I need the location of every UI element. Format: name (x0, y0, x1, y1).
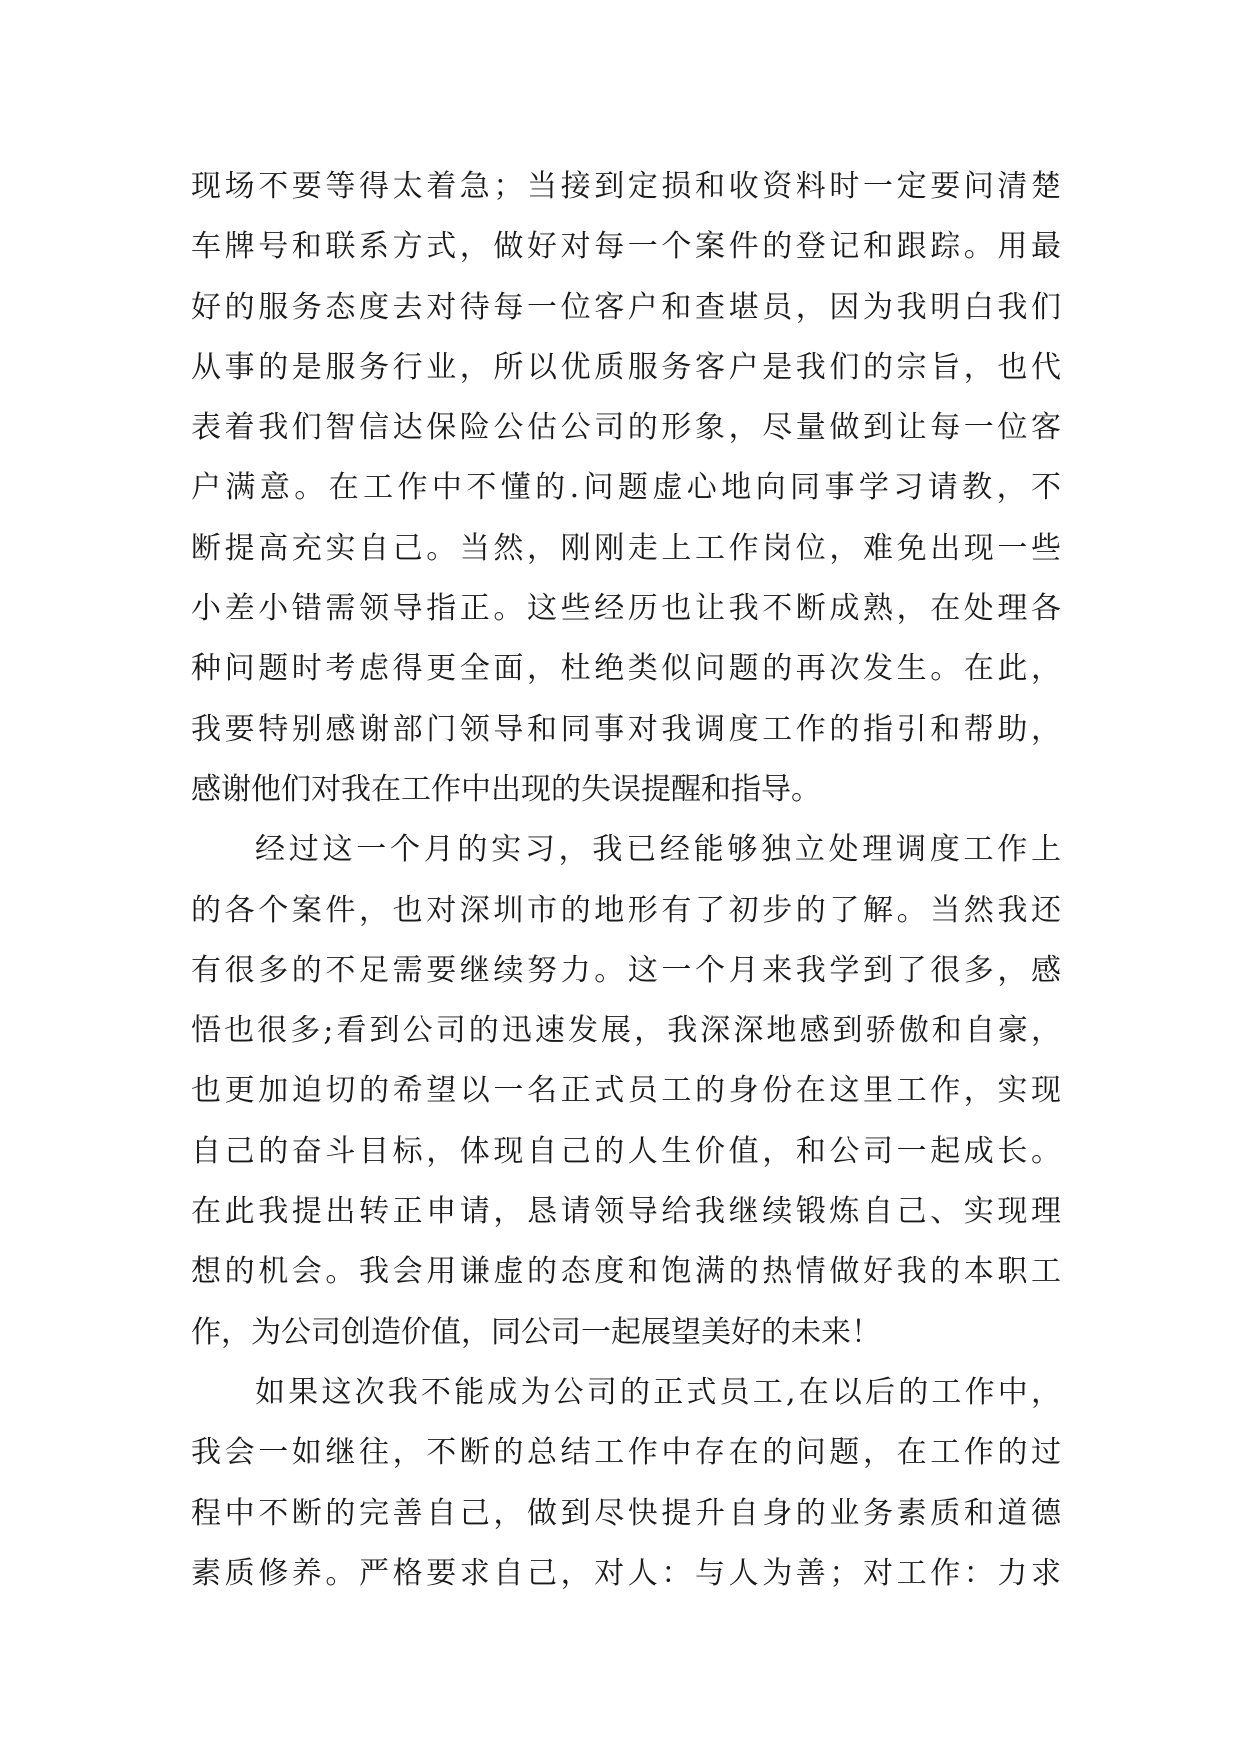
text-line: 素质修养。严格要求自己，对人：与人为善；对工作：力求 (191, 1555, 1061, 1591)
text-line: 断提高充实自己。当然，刚刚走上工作岗位，难免出现一些 (191, 530, 1061, 566)
text-line: 自己的奋斗目标，体现自己的人生价值，和公司一起成长。 (191, 1133, 1061, 1169)
paragraph (191, 157, 1061, 820)
text-line: 我要特别感谢部门领导和同事对我调度工作的指引和帮助， (191, 711, 1061, 747)
text-line: 作，为公司创造价值，同公司一起展望美好的未来！ (191, 1314, 881, 1350)
text-line: 如果这次我不能成为公司的正式员工,在以后的工作中， (255, 1374, 1061, 1410)
text-line: 悟也很多;看到公司的迅速发展，我深深地感到骄傲和自豪， (191, 1013, 1061, 1049)
text-line: 户满意。在工作中不懂的.问题虚心地向同事学习请教，不 (191, 470, 1061, 506)
text-line: 表着我们智信达保险公估公司的形象，尽量做到让每一位客 (191, 410, 1061, 446)
text-line: 我会一如继往，不断的总结工作中存在的问题，在工作的过 (191, 1435, 1061, 1471)
text-line: 感谢他们对我在工作中出现的失误提醒和指导。 (191, 771, 821, 807)
text-line: 也更加迫切的希望以一名正式员工的身份在这里工作，实现 (191, 1073, 1061, 1109)
text-line: 经过这一个月的实习，我已经能够独立处理调度工作上 (255, 832, 1061, 868)
text-line: 小差小错需领导指正。这些经历也让我不断成熟，在处理各 (191, 591, 1061, 627)
text-line: 在此我提出转正申请，恳请领导给我继续锻炼自己、实现理 (191, 1194, 1061, 1230)
text-line: 现场不要等得太着急；当接到定损和收资料时一定要问清楚 (191, 169, 1061, 204)
document-body (191, 157, 1061, 1604)
text-line: 程中不断的完善自己，做到尽快提升自身的业务素质和道德 (191, 1495, 1061, 1531)
text-line: 种问题时考虑得更全面，杜绝类似问题的再次发生。在此， (191, 651, 1061, 687)
text-line: 的各个案件，也对深圳市的地形有了初步的了解。当然我还 (191, 892, 1061, 928)
paragraph (191, 1363, 1061, 1604)
text-line: 想的机会。我会用谦虚的态度和饱满的热情做好我的本职工 (191, 1254, 1061, 1290)
text-line: 有很多的不足需要继续努力。这一个月来我学到了很多，感 (191, 952, 1061, 988)
text-line: 车牌号和联系方式，做好对每一个案件的登记和跟踪。用最 (191, 229, 1061, 265)
text-line: 好的服务态度去对待每一位客户和查堪员，因为我明白我们 (191, 289, 1061, 325)
text-line: 从事的是服务行业，所以优质服务客户是我们的宗旨，也代 (191, 349, 1061, 385)
paragraph (191, 820, 1061, 1363)
